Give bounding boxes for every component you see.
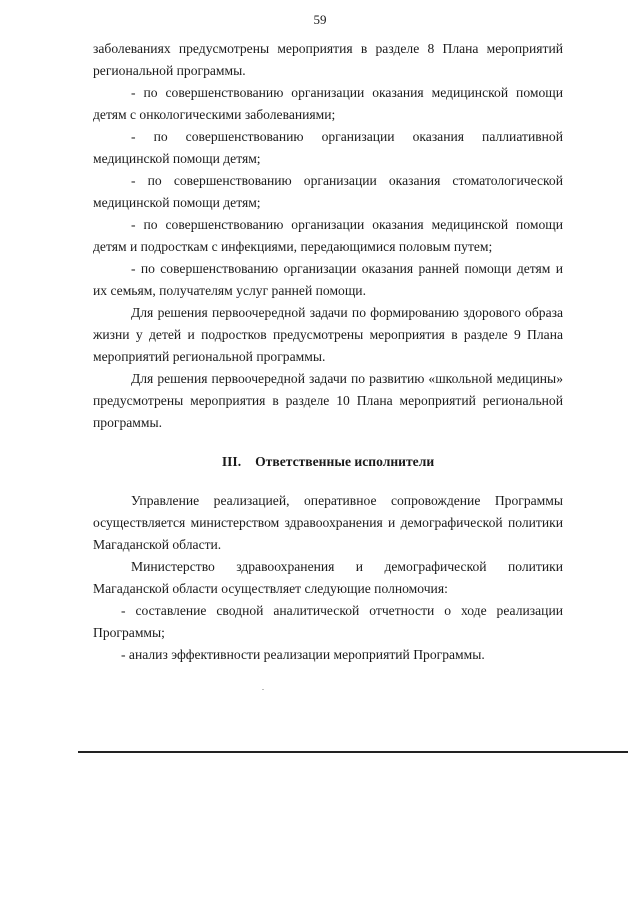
list-item: - составление сводной аналитической отчетности о ходе реализации Программы;: [93, 603, 563, 640]
paragraph: Министерство здравоохранения и демографической политики Магаданской области осуществляет следующие полномочия:: [93, 559, 563, 596]
document-body: [93, 38, 563, 666]
page-bottom-rule: [78, 751, 628, 753]
paragraph: заболеваниях предусмотрены мероприятия в разделе 8 Плана мероприятий региональной программы.: [93, 41, 563, 78]
section-title: Ответственные исполнители: [255, 454, 435, 469]
paragraph: Для решения первоочередной задачи по формированию здорового образа жизни у детей и подростков предусмотрены мероприятия в разделе 9 Плана мероприятий региональной программы.: [93, 305, 563, 364]
list-item: - по совершенствованию организации оказания медицинской помощи детям с онкологическими заболеваниями;: [93, 85, 563, 122]
scan-speck: [262, 689, 264, 690]
section-heading: [93, 451, 563, 473]
list-item: - по совершенствованию организации оказания ранней помощи детям и их семьям, получателям услуг ранней помощи.: [93, 261, 563, 298]
page-number: 59: [313, 12, 327, 27]
section-number: III.: [221, 454, 242, 469]
paragraph: Управление реализацией, оперативное сопровождение Программы осуществляется министерством здравоохранения и демографической политики Магаданской области.: [93, 493, 563, 552]
list-item: - по совершенствованию организации оказания стоматологической медицинской помощи детям;: [93, 173, 563, 210]
list-item: - по совершенствованию организации оказания паллиативной медицинской помощи детям;: [93, 129, 563, 166]
list-item: - по совершенствованию организации оказания медицинской помощи детям и подросткам с инфекциями, передающимися половым путем;: [93, 217, 563, 254]
list-item: - анализ эффективности реализации мероприятий Программы.: [121, 647, 485, 662]
paragraph: Для решения первоочередной задачи по развитию «школьной медицины» предусмотрены мероприятия в разделе 10 Плана мероприятий региональной программы.: [93, 371, 563, 430]
